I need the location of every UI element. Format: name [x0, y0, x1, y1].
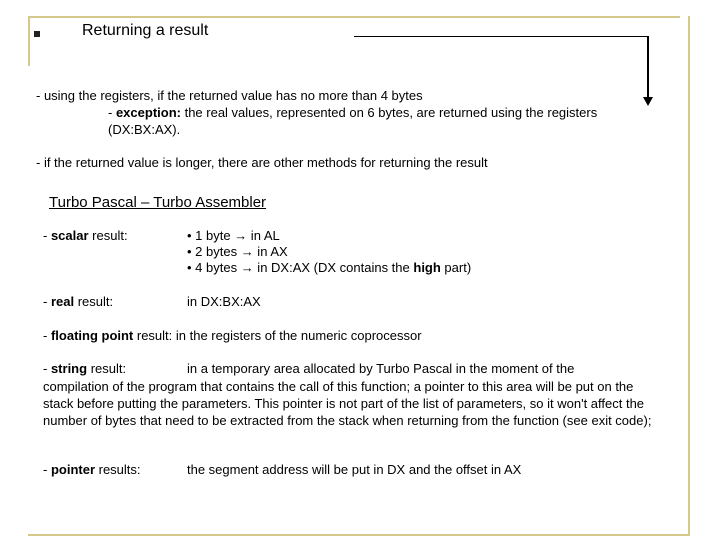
real-suffix: result:: [74, 294, 114, 309]
exception-label: exception:: [115, 105, 181, 120]
subheading: Turbo Pascal – Turbo Assembler: [49, 194, 267, 211]
arrow-connector-vertical: [647, 36, 649, 98]
scalar-item-3-suffix: part): [440, 260, 472, 275]
scalar-prefix: -: [43, 228, 51, 243]
real-value: in DX:BX:AX: [187, 294, 261, 309]
string-label: [43, 361, 126, 377]
string-prefix: -: [43, 361, 51, 376]
pointer-label: [43, 462, 141, 478]
string-body: compilation of the program that contains the call of this function; a pointer to this area will be put on the stack before putting the parameters. This pointer is not part of the list of parameters, so it won't affect the number of bytes that need to be extracted from the stack when returning from the function (see exit code);: [43, 379, 652, 428]
scalar-suffix: result:: [88, 228, 128, 243]
arrow-connector-horizontal: [354, 36, 648, 37]
exception-prefix: -: [108, 105, 116, 120]
pointer-value: the segment address will be put in DX and the offset in AX: [187, 462, 522, 477]
scalar-item-3-prefix: • 4 bytes → in DX:AX (DX contains the: [187, 260, 414, 275]
string-suffix: result:: [87, 361, 127, 376]
exception-text: the real values, represented on 6 bytes, are returned using the registers: [180, 105, 598, 120]
scalar-item-1: • 1 byte → in AL: [187, 228, 280, 243]
intro-line-registers: - using the registers, if the returned value has no more than 4 bytes: [36, 88, 423, 103]
floating-prefix: -: [43, 328, 51, 343]
pointer-suffix: results:: [95, 462, 141, 477]
scalar-item-2: • 2 bytes → in AX: [187, 244, 288, 259]
intro-line-longer: - if the returned value is longer, there are other methods for returning the result: [36, 155, 488, 170]
real-label: [43, 294, 113, 310]
intro-exception: [108, 105, 597, 121]
real-keyword: real: [50, 294, 75, 309]
pointer-prefix: -: [43, 462, 51, 477]
real-prefix: -: [43, 294, 51, 309]
bottom-decor-line: [28, 534, 690, 536]
scalar-keyword: scalar: [50, 228, 89, 243]
scalar-item-3-bold: high: [413, 260, 441, 275]
scalar-item-3: [187, 260, 471, 276]
floating-line: [43, 328, 422, 344]
pointer-keyword: pointer: [50, 462, 96, 477]
floating-keyword: floating point: [50, 328, 134, 343]
title-bullet: [34, 31, 40, 37]
string-lead: in a temporary area allocated by Turbo Pascal in the moment of the: [187, 361, 575, 376]
right-decor-line: [688, 16, 690, 536]
slide-title: Returning a result: [82, 22, 209, 39]
intro-exception-cont: (DX:BX:AX).: [108, 122, 181, 137]
arrow-down-icon: [643, 97, 653, 106]
scalar-label: [43, 228, 128, 244]
top-decor-line: [28, 16, 680, 18]
left-decor-line: [28, 16, 30, 66]
string-keyword: string: [50, 361, 88, 376]
floating-suffix: result: in the registers of the numeric coprocessor: [133, 328, 422, 343]
